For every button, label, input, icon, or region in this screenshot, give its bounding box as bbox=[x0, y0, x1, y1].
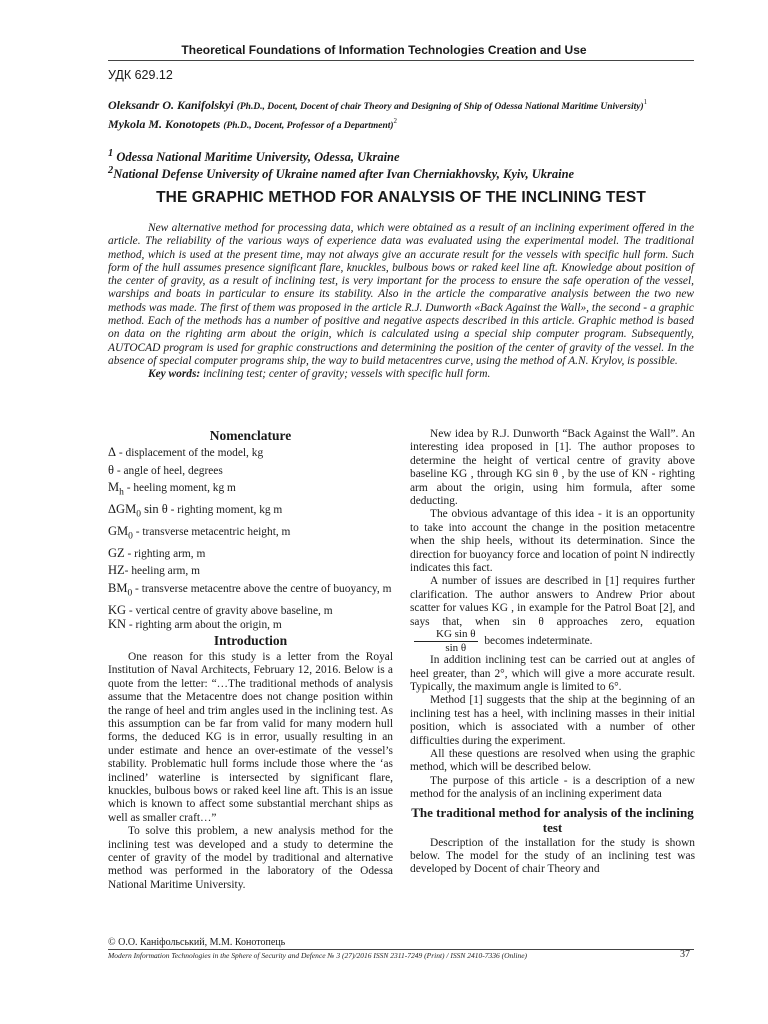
right-column bbox=[410, 428, 695, 877]
nomenclature-item bbox=[108, 525, 393, 544]
keywords bbox=[108, 368, 694, 381]
running-header: Theoretical Foundations of Information Technologies Creation and Use bbox=[181, 43, 587, 57]
symbol-desc: - displacement of the model, kg bbox=[116, 447, 264, 460]
symbol: ΔGM bbox=[108, 502, 137, 517]
symbol: HZ bbox=[108, 563, 125, 578]
symbol: GZ bbox=[108, 545, 125, 560]
body-paragraph bbox=[410, 428, 695, 508]
inst-sup: 1 bbox=[108, 148, 114, 159]
author-sup: 1 bbox=[643, 98, 648, 106]
symbol: Δ bbox=[108, 445, 117, 460]
symbol-desc: - heeling moment, kg m bbox=[123, 482, 236, 495]
symbol-sub: h bbox=[119, 487, 124, 498]
body-paragraph: The obvious advantage of this idea - it is an opportunity to take into account the change in the position metacentre when the ship heels, without its determination. Since the direction for buoyancy force and location of point N indirectly indicates this fact. bbox=[410, 508, 695, 575]
symbol: θ bbox=[108, 462, 114, 477]
symbol-desc: - transverse metacentre above the centre of buoyancy, m bbox=[132, 582, 392, 595]
text-run: approaches zero, equation bbox=[543, 615, 695, 628]
authors-block bbox=[108, 96, 694, 133]
symbol: BM bbox=[108, 580, 128, 595]
fraction-equation bbox=[414, 629, 478, 654]
nomenclature-item bbox=[108, 446, 393, 461]
keywords-label: Key words: bbox=[148, 368, 201, 381]
body-paragraph: Method [1] suggests that the ship at the beginning of an inclining test has a heel, with inclining masses in their initial position, which is associated with a number of other difficulties during the experiment. bbox=[410, 694, 695, 747]
footer-copyright: © О.О. Каніфольський, М.М. Конотопець bbox=[108, 937, 286, 948]
math-kgsin: KG sin θ bbox=[515, 468, 559, 481]
symbol-sub: 0 bbox=[127, 588, 133, 599]
text-run: becomes indeterminate. bbox=[481, 635, 593, 648]
symbol-sub: 0 bbox=[136, 509, 141, 520]
symbol-desc: - heeling arm, m bbox=[124, 565, 200, 578]
fraction-numerator: KG sin θ bbox=[414, 629, 478, 642]
nomenclature-heading: Nomenclature bbox=[209, 428, 292, 443]
institution-text: National Defense University of Ukraine named after Ivan Cherniakhovsky, Kyiv, Ukraine bbox=[113, 167, 575, 182]
symbol-desc: - vertical centre of gravity above baseline, m bbox=[126, 604, 333, 617]
symbol-desc: - righting arm, m bbox=[124, 547, 206, 560]
body-paragraph: The purpose of this article - is a description of a new method for the analysis of an inclining experiment data bbox=[410, 774, 695, 801]
author-affiliation: (Ph.D., Docent, Docent of chair Theory and Designing of Ship of Odessa National Maritime University) bbox=[236, 102, 644, 112]
nomenclature-list bbox=[108, 446, 393, 632]
fraction-denominator: sin θ bbox=[445, 642, 467, 655]
author-name: Oleksandr O. Kanifolskyi bbox=[108, 98, 234, 112]
body-paragraph: All these questions are resolved when using the graphic method, which will be described below. bbox=[410, 747, 695, 774]
math-sin: sin θ bbox=[512, 615, 544, 628]
text-run: , by the use of bbox=[558, 468, 632, 481]
nomenclature-item bbox=[108, 481, 393, 500]
header-rule bbox=[108, 60, 694, 61]
abstract bbox=[108, 222, 694, 382]
article-title: THE GRAPHIC METHOD FOR ANALYSIS OF THE INCLINING TEST bbox=[156, 189, 646, 206]
inst-sup: 2 bbox=[108, 165, 114, 177]
nomenclature-item bbox=[108, 618, 393, 633]
body-paragraph bbox=[410, 575, 695, 654]
math-kn: KN bbox=[631, 468, 649, 481]
text-run: - righting arm about the origin, using him formula, after some deducting. bbox=[410, 468, 696, 508]
nomenclature-item bbox=[108, 547, 393, 562]
nomenclature-item bbox=[108, 582, 393, 601]
udk-code: УДК 629.12 bbox=[108, 68, 173, 82]
body-paragraph: Description of the installation for the study is shown below. The model for the study of an inclining test was developed by Docent of chair Theory and bbox=[410, 836, 695, 876]
footer-rule bbox=[108, 949, 694, 950]
page-number: 37 bbox=[680, 949, 690, 960]
symbol: GM bbox=[108, 523, 129, 538]
symbol-desc: - righting moment, kg m bbox=[167, 504, 283, 517]
nomenclature-item bbox=[108, 464, 393, 479]
nomenclature-item bbox=[108, 604, 393, 619]
introduction-heading: Introduction bbox=[213, 632, 288, 648]
traditional-method-heading: The traditional method for analysis of the inclining test bbox=[411, 804, 694, 835]
institutions-block bbox=[108, 147, 694, 181]
institution-2 bbox=[108, 164, 694, 181]
symbol: KN bbox=[108, 617, 127, 632]
footer-journal: Modern Information Technologies in the Sphere of Security and Defence № 3 (27)/2016 ISSN 2311-7249 (Print) / ISSN 2410-7336 (Online) bbox=[108, 951, 528, 960]
text-run: A number of issues are described in [1] requires further clarification. The author answers to Andrew Prior about scatter for values KG , in example for the Patrol Boat [2], and says that, when bbox=[410, 575, 695, 628]
symbol-desc: - angle of heel, degrees bbox=[114, 464, 223, 477]
intro-paragraph: One reason for this study is a letter from the Royal Institution of Naval Architects, February 12, 2016. Below is a quote from the letter: “…The traditional methods of analysis assume that the Metacentre does not change position within the range of heel and trim angles used in the inclining test. As this assumption can be far from valid for many modern hull forms, the deduced KG is in error, usually resulting in an under estimate and hence an over-estimate of the vessel’s stability. Problematic hull forms include those where the ‘as inclined’ waterline is intersected by significant flare, knuckles, bulbous bows or raked keel line aft. This is an issue which is known to affect some substantial merchant ships as well as smaller craft…” bbox=[108, 650, 393, 824]
author-affiliation: (Ph.D., Docent, Professor of a Department) bbox=[223, 120, 394, 131]
author-sup: 2 bbox=[393, 116, 398, 125]
keywords-text: inclining test; center of gravity; vessels with specific hull form. bbox=[200, 368, 491, 381]
institution-text: Odessa National Maritime University, Odessa, Ukraine bbox=[113, 150, 400, 165]
symbol: KG bbox=[108, 602, 127, 617]
author-1 bbox=[108, 96, 694, 114]
symbol-desc: - transverse metacentric height, m bbox=[132, 525, 291, 538]
nomenclature-item bbox=[108, 503, 393, 522]
nomenclature-item bbox=[108, 564, 393, 579]
text-run: , through bbox=[467, 468, 516, 481]
text-run: New idea by R.J. Dunworth “Back Against the Wall”. An interesting idea proposed in [1]. The author proposes to determine the height of vertical centre of gravity above baseline bbox=[410, 428, 695, 481]
institution-1 bbox=[108, 147, 694, 164]
math-kg: KG bbox=[450, 468, 468, 481]
left-column bbox=[108, 428, 393, 892]
symbol-desc: - righting arm about the origin, m bbox=[126, 619, 282, 632]
author-2 bbox=[108, 115, 694, 133]
symbol-extra: sin θ bbox=[140, 502, 168, 517]
body-paragraph: In addition inclining test can be carried out at angles of heel greater, than 2°, which will give a more accurate result. Typically, the maximum angle is limited to 6°. bbox=[410, 654, 695, 693]
abstract-text: New alternative method for processing data, which were obtained as a result of an inclining experiment offered in the article. The reliability of the various ways of experience data was evaluated using the experimental model. The traditional method, which is used at the present time, may not always give an accurate result for the vessels with specific hull form. Such form of the hull assumes presence significant flare, knuckles, bulbous bows or raked keel line aft. Knowledge about position of the center of gravity, as a result of inclining test, is very important for the process to ensure the safe operation of the vessel, warships and boats in particular to ensure its stability. Also in the article the comparative analysis between the two new methods was made. The first of them was proposed in the article R.J. Dunworth «Back Against the Wall», the second - a graphic method. Each of the methods has a number of positive and negative aspects described in this article. Graphic method is based on data on the righting arm about the origin, which is calculated using a special ship computer program. Subsequently, AUTOCAD program is used for graphic constructions and determining the position of the center of gravity of the vessel. In the absence of special computer programs ship, the way to build metacentres curve, using the method of A.N. Krylov, is possible. bbox=[108, 222, 694, 367]
symbol-sub: 0 bbox=[128, 531, 133, 542]
intro-paragraph: To solve this problem, a new analysis method for the inclining test was developed and a study to determine the center of gravity of the model by traditional and alternative method was performed in the laboratory of the Odessa National Maritime University. bbox=[108, 825, 393, 891]
symbol: M bbox=[108, 480, 120, 495]
author-name: Mykola M. Konotopets bbox=[108, 116, 221, 131]
